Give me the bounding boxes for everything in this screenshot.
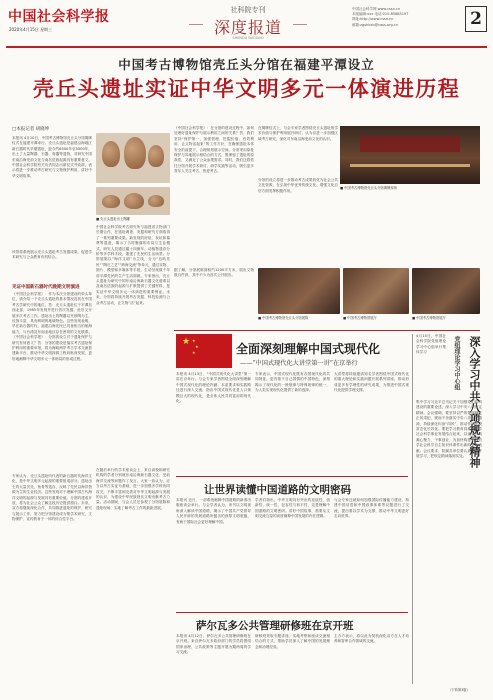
section-divider <box>176 612 408 613</box>
museum-ceremony-photo <box>340 126 480 184</box>
section-subtitle: SHENDU BAODAO <box>232 36 264 40</box>
forum-body-3: 大讲堂将持续邀请知名学者围绕中国式现代化的重大理论和实践问题开展系列讲座，推动形成更多有学理性的研究成果，为推进中国式现代化提供学理支撑。 <box>334 372 409 393</box>
star-icon: ★ <box>182 337 191 347</box>
supplement-name: 社科院专刊 <box>230 6 266 14</box>
reading-title: 让世界读懂中国道路的文明密码 <box>204 484 351 496</box>
feature-title-main: 深入学习中共八项规定精神 <box>468 336 481 468</box>
star-icon: ★ <box>192 338 196 343</box>
workshop-body-2: 研修班采取专题讲座、实地考察和座谈交流相结合的方式，帮助学员深入了解中国的发展理念和治理经验。 <box>255 634 330 649</box>
feature-body: 集中学习习近平总书记关于加强党的作风建设的重要论述，深入学习中央八项规定精神。会议强调，要坚持以严的基调强化正风肃纪，锲而不舍落实中央八项规定精神，持续深化纠治“四风”，推动作风建设常态化长效化。要把学习教育同推进哲学社会科学事业发展结合起来，以优良作风凝心聚力、干事创业，为加快构建中国哲学社会科学自主知识体系作出新的更大贡献。会议要求，院属各单位要认真组织开展学习，把规定精神落到实处。 <box>416 400 482 459</box>
lead-body-col-4: 在揭牌仪式上，与会专家学者围绕壳丘头遗址的学术价值与保护利用展开研讨，认为应进一步加强区域考古研究，深化对东南沿海史前文化的认识。 <box>258 126 338 141</box>
lead-body-col-5: 分馆的设立将进一步推动考古成果转化为社会公共文化资源，在弘扬中华优秀传统文化、增强文化自信方面发挥积极作用。 <box>258 178 338 193</box>
lead-byline: □本报记者 胡晓坤 <box>12 127 50 132</box>
workshop-title: 萨尔瓦多公共管理研修班在京开班 <box>196 620 354 632</box>
section-divider <box>176 476 408 477</box>
caption-ceremony: ■ 中国考古博物馆壳丘头分馆揭牌现场 <box>340 186 397 190</box>
forum-subtitle: ——“中国式现代化大讲堂第一讲”在京举行 <box>240 360 358 367</box>
artifact-photo-jar <box>96 133 170 183</box>
caption-exhibit-3: ■ 中国考古博物馆展厅 <box>412 316 446 320</box>
star-icon: ★ <box>192 350 196 355</box>
caption-exhibit-2: ■ 中国考古博物馆展厅 <box>343 316 377 320</box>
lead-body-continued-2: 在随后举行的学术座谈会上，来自高校和研究机构的学者分别就东南沿海新石器文化、史前海洋交流等问题作了发言。大家一致认为，应当以考古实证为基础，进一步加强多学科协同攻关，不断丰富和完善对中华文明起源与发展的认识，为建设中华民族现代文明贡献考古力量。活动期间，与会人员还参观了分馆展陈和遗址现场，实地了解考古工作的最新进展。 <box>96 468 170 510</box>
workshop-body-3: 主办方表示，将以此为契机深化双方在人才培养和智库合作领域的交流。 <box>334 634 409 644</box>
feature-note: 4月15日，中国社会科学院党组理论学习中心组举行集体学习 <box>416 334 446 355</box>
lead-body-col-1b: 该馆将系统展示壳丘头遗址考古发掘成果，促进学术研究与公众教育有机结合。 <box>12 250 92 260</box>
exhibit-photo-1 <box>258 268 340 314</box>
page-number: 2 <box>465 6 487 32</box>
contact-block <box>352 7 462 28</box>
contact-line: 邮箱:zgshkxb@cass.org.cn <box>352 22 398 27</box>
lead-body-col-1: 本报讯 4月10日，中国考古博物馆壳丘头分馆揭牌仪式在福建平潭举行。壳丘头遗址是福建沿海地区新石器时代早期遗址，距今约6500年至5500年，出土了大量陶器、石器、骨器等遗物，对研究中国东南沿海史前文化与南岛语族起源具有重要意义。中国社会科学院有关负责同志出席仪式并致辞，表示将进一步推动考古研究与文物保护利用，讲好中华文明故事。 <box>12 136 92 178</box>
flag-image <box>176 334 232 368</box>
feature-column-border <box>412 334 413 684</box>
lead-body-col-3b: 据了解，分馆展陈面积约1200平方米，展出文物数百件套，其中不少为首次公开展出。 <box>174 268 254 278</box>
artifact-photo-bowls <box>96 187 170 215</box>
masthead-rule <box>6 46 487 48</box>
forum-body-2: 专家表示，中国式现代化既有各国现代化的共同特征，更有基于自己国情的中国特色，深刻揭示了现代化的一般规律与特殊规律的统一，为人类实现现代化提供了新的选择。 <box>255 372 330 393</box>
workshop-body-1: 本报讯 4月12日，萨尔瓦多公共管理研修班在京开班。来自萨尔瓦多政府部门的学员将围绕国家治理、公共政策等主题开展为期两周的学习交流。 <box>176 634 251 655</box>
reading-body-1: 本报讯 近日，一部系统阐释中国道路的新著出版座谈会举行。与会学者认为，该书以文明视角深入解读中国道路，揭示了中国共产党领导人民开辟的发展道路所蕴含的深厚文明底蕴，有助于国际社会更好理解中国。 <box>176 498 251 524</box>
caption-artifacts: ■ 壳丘头遗址出土陶罐 <box>96 217 130 221</box>
caption-exhibit-1: ■ 中国考古博物馆壳丘头分馆展陈 <box>258 316 309 320</box>
exhibit-photo-2 <box>343 268 409 314</box>
newspaper-logo: 中国社会科学报 <box>8 9 110 25</box>
lead-body-col-1c: 《中国社会科学报》：作为本次分馆建设的牵头单位，请介绍一下壳丘头遗址的基本情况及其在中国考古学研究中的地位。答：壳丘头遗址位于平潭岛西北部，1985年发现并进行首次发掘，此后又开展多次考古工作。遗址出土的陶器以夹砂陶为主，纹饰丰富，具有鲜明的地域特色。这些发现表明，早在新石器时代，福建沿海先民已具备相当的航海能力，与台湾及东南亚地区存在密切的文化联系。《中国社会科学报》：分馆的设立对于遗址保护与研究有何意义？答：分馆的建设是落实考古遗址保护利用的重要举措，将为海峡两岸考古学术交流搭建新平台，推动中华文明探源工程向纵深发展，更好地阐释中华文明多元一体格局的形成过程。 <box>12 292 92 361</box>
lead-headline: 壳丘头遗址实证中华文明多元一体演进历程 <box>32 76 461 101</box>
reading-body-2: 学者们指出，中华文明具有突出的连续性、创新性、统一性、包容性与和平性，这是理解中国道路的文明密码。讲好中国故事，需要从文明交流互鉴的高度阐释中国发展的内在逻辑。 <box>255 498 330 519</box>
issue-date: 2020年4月15日 星期三 <box>9 27 53 32</box>
contact-line: 网址:http://www.cssn.cn <box>352 17 394 22</box>
continued-note: （下转第3版） <box>448 688 470 692</box>
contact-line: 中国社会科学网 www.cssn.cn <box>352 7 401 11</box>
lead-subhead: 见证中国新石器时代晚期文明演进 <box>12 285 80 290</box>
lead-body-continued: 专家认为，壳丘头遗址所代表的新石器时代海洋文化，是中华文明多元起源的重要组成部分。遗址出土的大量贝壳、鱼骨等遗存，反映了先民以海洋资源为主的生业经济。这些发现对于理解中国古代海洋文明的起源与发展具有重要价值。分馆的建成开放，将为社会公众了解这段历史提供窗口。未来，双方将继续深化合作，共同推进遗址的保护、研究与展示工作，努力把分馆建设成为集学术研究、文物保护、宣传教育于一体的综合性平台。 <box>12 474 92 522</box>
exhibit-photo-3 <box>412 268 480 314</box>
forum-title: 全面深刻理解中国式现代化 <box>236 342 381 356</box>
lead-body-col-2: 中国社会科学院考古研究所与福建省文物部门长期合作，在遗址调查、发掘和研究方面取得了一系列重要成果。新发现的房址、灰坑和墓葬等遗迹，揭示了当时聚落的布局与生业模式。研究人员通过碳十四测年、动植物遗存分析等多学科手段，重建了先民的生活场景。分馆展陈以“海洋文明”为主线，分为“岛屿先民”“陶石之艺”“跨海交流”等单元，通过实物、图片、模型和多媒体等手段，生动呈现数千年前平潭先民的生产生活面貌。专家指出，壳丘头遗址为研究中国东南沿海新石器文化谱系以及南岛语族的起源与扩散提供了关键材料，是实证中华文明多元一体演进的重要例证。未来，分馆将持续开展考古发掘、科技检测与公众考古活动，让文物“活”起来。 <box>96 225 170 305</box>
section-title: 深度报道 <box>205 15 291 38</box>
reading-body-3: 与会专家还就如何加强国际传播能力建设、构建中国话语和中国叙事体系等议题进行了交流，提出要以学术为支撑，推动中华文明更好走向世界。 <box>334 498 409 519</box>
lead-body-col-3: 《中国社会科学报》：在分馆的建设过程中，如何处理好遗址保护与展示利用之间的关系？答：我们坚持“保护第一、加强管理、挖掘价值、有效利用、让文物活起来”的工作方针，在确保遗址本体安全的前提下，合理规划展示空间。分馆采用原址保护与异地展示相结合的方式，既保留了遗址的原真性，又满足了公众参观需求。同时，我们还将依托分馆开展学术研讨、研学实践等活动，吸引更多青年人关注考古、热爱考古。 <box>174 126 254 174</box>
section-divider <box>174 330 480 331</box>
feature-title-secondary: 党组理论学习中心组 <box>453 336 460 390</box>
star-icon: ★ <box>195 344 199 349</box>
lead-kicker: 中国考古博物馆壳丘头分馆在福建平潭设立 <box>118 57 375 72</box>
forum-body-1: 本报讯 4月13日，“中国式现代化大讲堂”第一讲在京举行。与会专家学者围绕全面深刻理解中国式现代化的理论内涵、本质要求和实践路径进行深入交流，指出中国式现代化是人口规模巨大的现代化，是全体人民共同富裕的现代化。 <box>176 372 251 404</box>
contact-line: 本版编辑:xxx 电话:010-85885197 <box>352 12 409 17</box>
